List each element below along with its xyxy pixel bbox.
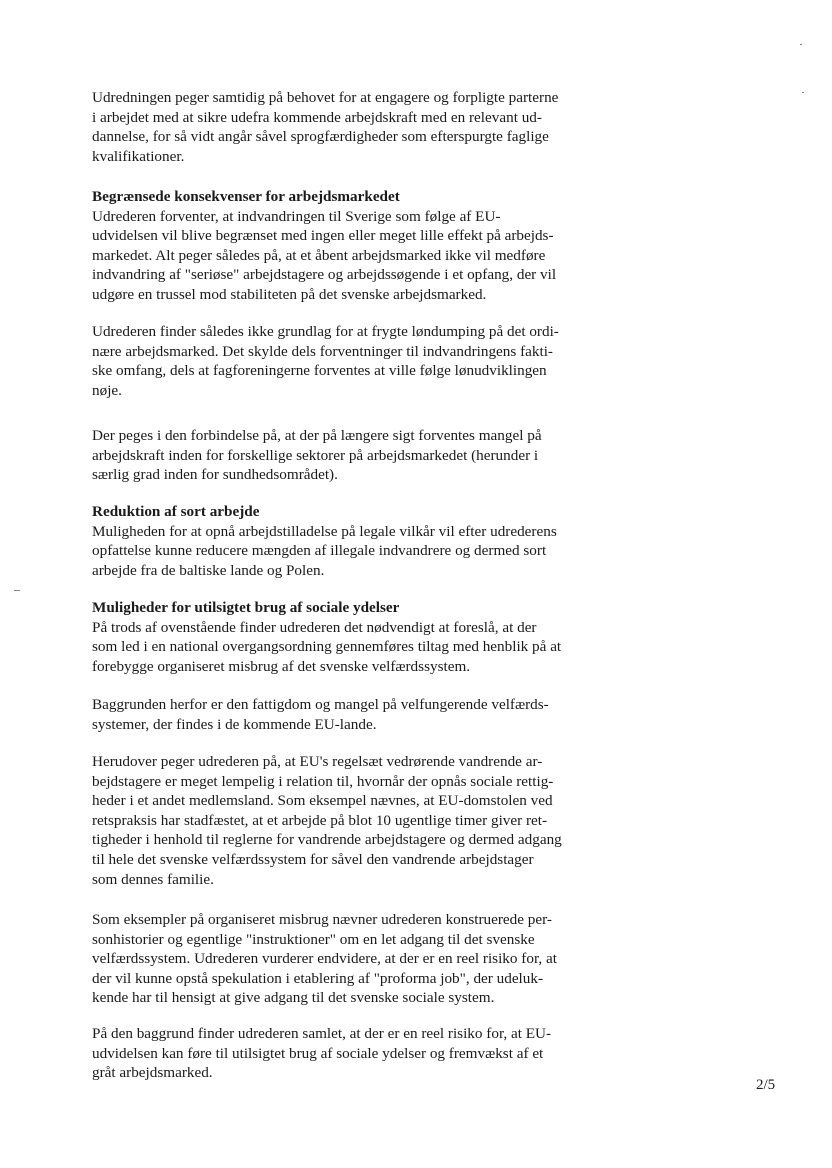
- text-line: nære arbejdsmarked. Det skylde dels forventninger til indvandringens fakti-: [92, 342, 553, 360]
- paragraph-block: [92, 695, 549, 734]
- text-line: markedet. Alt peger således på, at et åbent arbejdsmarked ikke vil medføre: [92, 246, 546, 264]
- text-line: arbejde fra de baltiske lande og Polen.: [92, 561, 325, 579]
- paragraph-block: [92, 426, 542, 485]
- text-line: På den baggrund finder udrederen samlet, at der er en reel risiko for, at EU-: [92, 1025, 552, 1042]
- text-line: systemer, der findes i de kommende EU-lande.: [92, 715, 377, 733]
- text-line: til hele det svenske velfærdssystem for såvel den vandrende arbejdstager: [92, 850, 534, 868]
- paragraph-block: [92, 598, 561, 676]
- text-line: sonhistorier og egentlige "instruktioner" om en let adgang til det svenske: [92, 930, 535, 948]
- text-line: som dennes familie.: [92, 870, 214, 888]
- section-heading: Muligheder for utilsigtet brug af sociale ydelser: [92, 599, 400, 616]
- paragraph-block: [92, 910, 557, 1008]
- text-line: På trods af ovenstående finder udrederen det nødvendigt at foreslå, at der: [92, 618, 537, 636]
- paragraph-block: [92, 752, 562, 889]
- text-line: udgøre en trussel mod stabiliteten på det svenske arbejdsmarked.: [92, 285, 487, 303]
- text-line: kende har til hensigt at give adgang til det svenske sociale system.: [92, 989, 495, 1007]
- text-line: udvidelsen vil blive begrænset med ingen eller meget lille effekt på arbejds-: [92, 227, 554, 245]
- text-line: kvalifikationer.: [92, 147, 185, 165]
- text-line: Baggrunden herfor er den fattigdom og mangel på velfungerende velfærds-: [92, 696, 549, 713]
- paragraph-block: [92, 502, 557, 580]
- paragraph-block: [92, 322, 559, 400]
- scan-speck: [14, 590, 20, 591]
- text-line: velfærdssystem. Udrederen vurderer endvidere, at der er en reel risiko for, at: [92, 950, 557, 968]
- text-line: Der peges i den forbindelse på, at der på længere sigt forventes mangel på: [92, 427, 542, 444]
- text-line: Herudover peger udrederen på, at EU's regelsæt vedrørende vandrende ar-: [92, 753, 543, 770]
- paragraph-block: [92, 1024, 551, 1083]
- text-line: udvidelsen kan føre til utilsigtet brug af sociale ydelser og fremvækst af et: [92, 1044, 544, 1062]
- text-line: arbejdskraft inden for forskellige sektorer på arbejdsmarkedet (herunder i: [92, 446, 539, 464]
- text-line: særlig grad inden for sundhedsområdet).: [92, 466, 338, 484]
- text-line: Som eksempler på organiseret misbrug nævner udrederen konstruerede per-: [92, 911, 552, 928]
- text-line: dannelse, for så vidt angår såvel sprogfærdigheder som efterspurgte faglige: [92, 128, 549, 146]
- text-line: forebygge organiseret misbrug af det svenske velfærdssystem.: [92, 657, 471, 675]
- text-line: tigheder i henhold til reglerne for vandrende arbejdstagere og dermed adgang: [92, 831, 562, 849]
- text-line: som led i en national overgangsordning gennemføres tiltag med henblik på at: [92, 638, 562, 656]
- paragraph-block: [92, 88, 558, 166]
- text-line: nøje.: [92, 381, 122, 399]
- text-line: i arbejdet med at sikre udefra kommende arbejdskraft med en relevant ud-: [92, 108, 542, 126]
- scan-speck: [800, 44, 802, 45]
- text-line: der vil kunne opstå spekulation i etablering af "proforma job", der udeluk-: [92, 969, 544, 987]
- scan-speck: [802, 92, 804, 93]
- text-line: bejdstagere er meget lempelig i relation til, hvornår der opnås sociale rettig-: [92, 772, 554, 790]
- text-line: heder i et andet medlemsland. Som eksempel nævnes, at EU-domstolen ved: [92, 792, 553, 810]
- text-line: indvandring af "seriøse" arbejdstagere og arbejdssøgende i et opfang, der vil: [92, 266, 557, 284]
- text-line: gråt arbejdsmarked.: [92, 1064, 213, 1082]
- text-line: Muligheden for at opnå arbejdstilladelse på legale vilkår vil efter udrederens: [92, 522, 557, 540]
- paragraph-block: [92, 187, 556, 305]
- section-heading: Reduktion af sort arbejde: [92, 503, 260, 520]
- text-line: retspraksis har stadfæstet, at et arbejde på blot 10 ugentlige timer giver ret-: [92, 811, 548, 829]
- section-heading: Begrænsede konsekvenser for arbejdsmarkedet: [92, 188, 400, 205]
- page-number: 2/5: [756, 1077, 776, 1093]
- text-line: opfattelse kunne reducere mængden af illegale indvandrere og dermed sort: [92, 542, 547, 560]
- text-line: Udredningen peger samtidig på behovet for at engagere og forpligte parterne: [92, 89, 559, 106]
- text-line: ske omfang, dels at fagforeningerne forventes at ville følge lønudviklingen: [92, 362, 547, 380]
- text-line: Udrederen forventer, at indvandringen til Sverige som følge af EU-: [92, 207, 501, 225]
- text-line: Udrederen finder således ikke grundlag for at frygte løndumping på det ordi-: [92, 323, 559, 340]
